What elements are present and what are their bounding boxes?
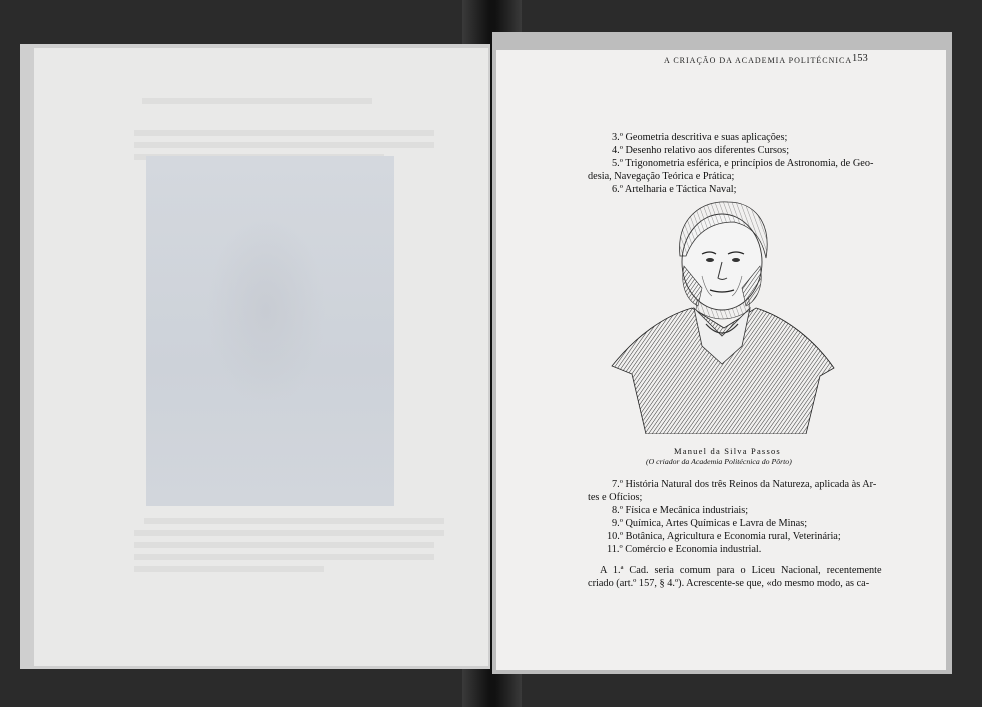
portrait-caption-subtitle: (O criador da Academia Politécnica do Pôrto) — [646, 457, 792, 466]
list-item: 7.º História Natural dos três Reinos da Natureza, aplicada às Ar- — [612, 479, 877, 490]
bleed-through-line — [134, 566, 324, 572]
bleed-through-line — [134, 554, 434, 560]
list-item: desia, Navegação Teórica e Prática; — [588, 171, 735, 182]
facing-plate-bleed — [146, 156, 394, 506]
body-paragraph-line: A 1.ª Cad. seria comum para o Liceu Nacional, recentemente — [600, 565, 882, 576]
portrait-caption-name: Manuel da Silva Passos — [674, 446, 781, 456]
list-item: 10.º Botânica, Agricultura e Economia rural, Veterinária; — [607, 531, 841, 542]
bleed-through-header — [142, 98, 372, 104]
list-item: 4.º Desenho relativo aos diferentes Cursos; — [612, 145, 790, 156]
body-paragraph-line: criado (art.º 157, § 4.º). Acrescente-se que, «do mesmo modo, as ca- — [588, 578, 870, 589]
bleed-through-line — [134, 530, 444, 536]
bleed-through-line — [144, 518, 444, 524]
list-item: 11.º Comércio e Economia industrial. — [607, 544, 762, 555]
list-item: tes e Ofícios; — [588, 492, 643, 503]
portrait-engraving — [606, 196, 838, 434]
list-item: 6.º Artelharia e Táctica Naval; — [612, 184, 737, 195]
list-item: 9.º Química, Artes Químicas e Lavra de Minas; — [612, 518, 808, 529]
list-item: 8.º Física e Mecânica industriais; — [612, 505, 749, 516]
bleed-through-line — [134, 130, 434, 136]
list-item: 5.º Trigonometria esférica, e princípios de Astronomia, de Geo- — [612, 158, 874, 169]
running-head: A CRIAÇÃO DA ACADEMIA POLITÉCNICA — [664, 56, 853, 65]
list-item: 3.º Geometria descritiva e suas aplicações; — [612, 132, 788, 143]
bleed-through-line — [134, 542, 434, 548]
bleed-through-line — [134, 142, 434, 148]
left-page — [34, 48, 488, 666]
page-number: 153 — [852, 53, 868, 64]
